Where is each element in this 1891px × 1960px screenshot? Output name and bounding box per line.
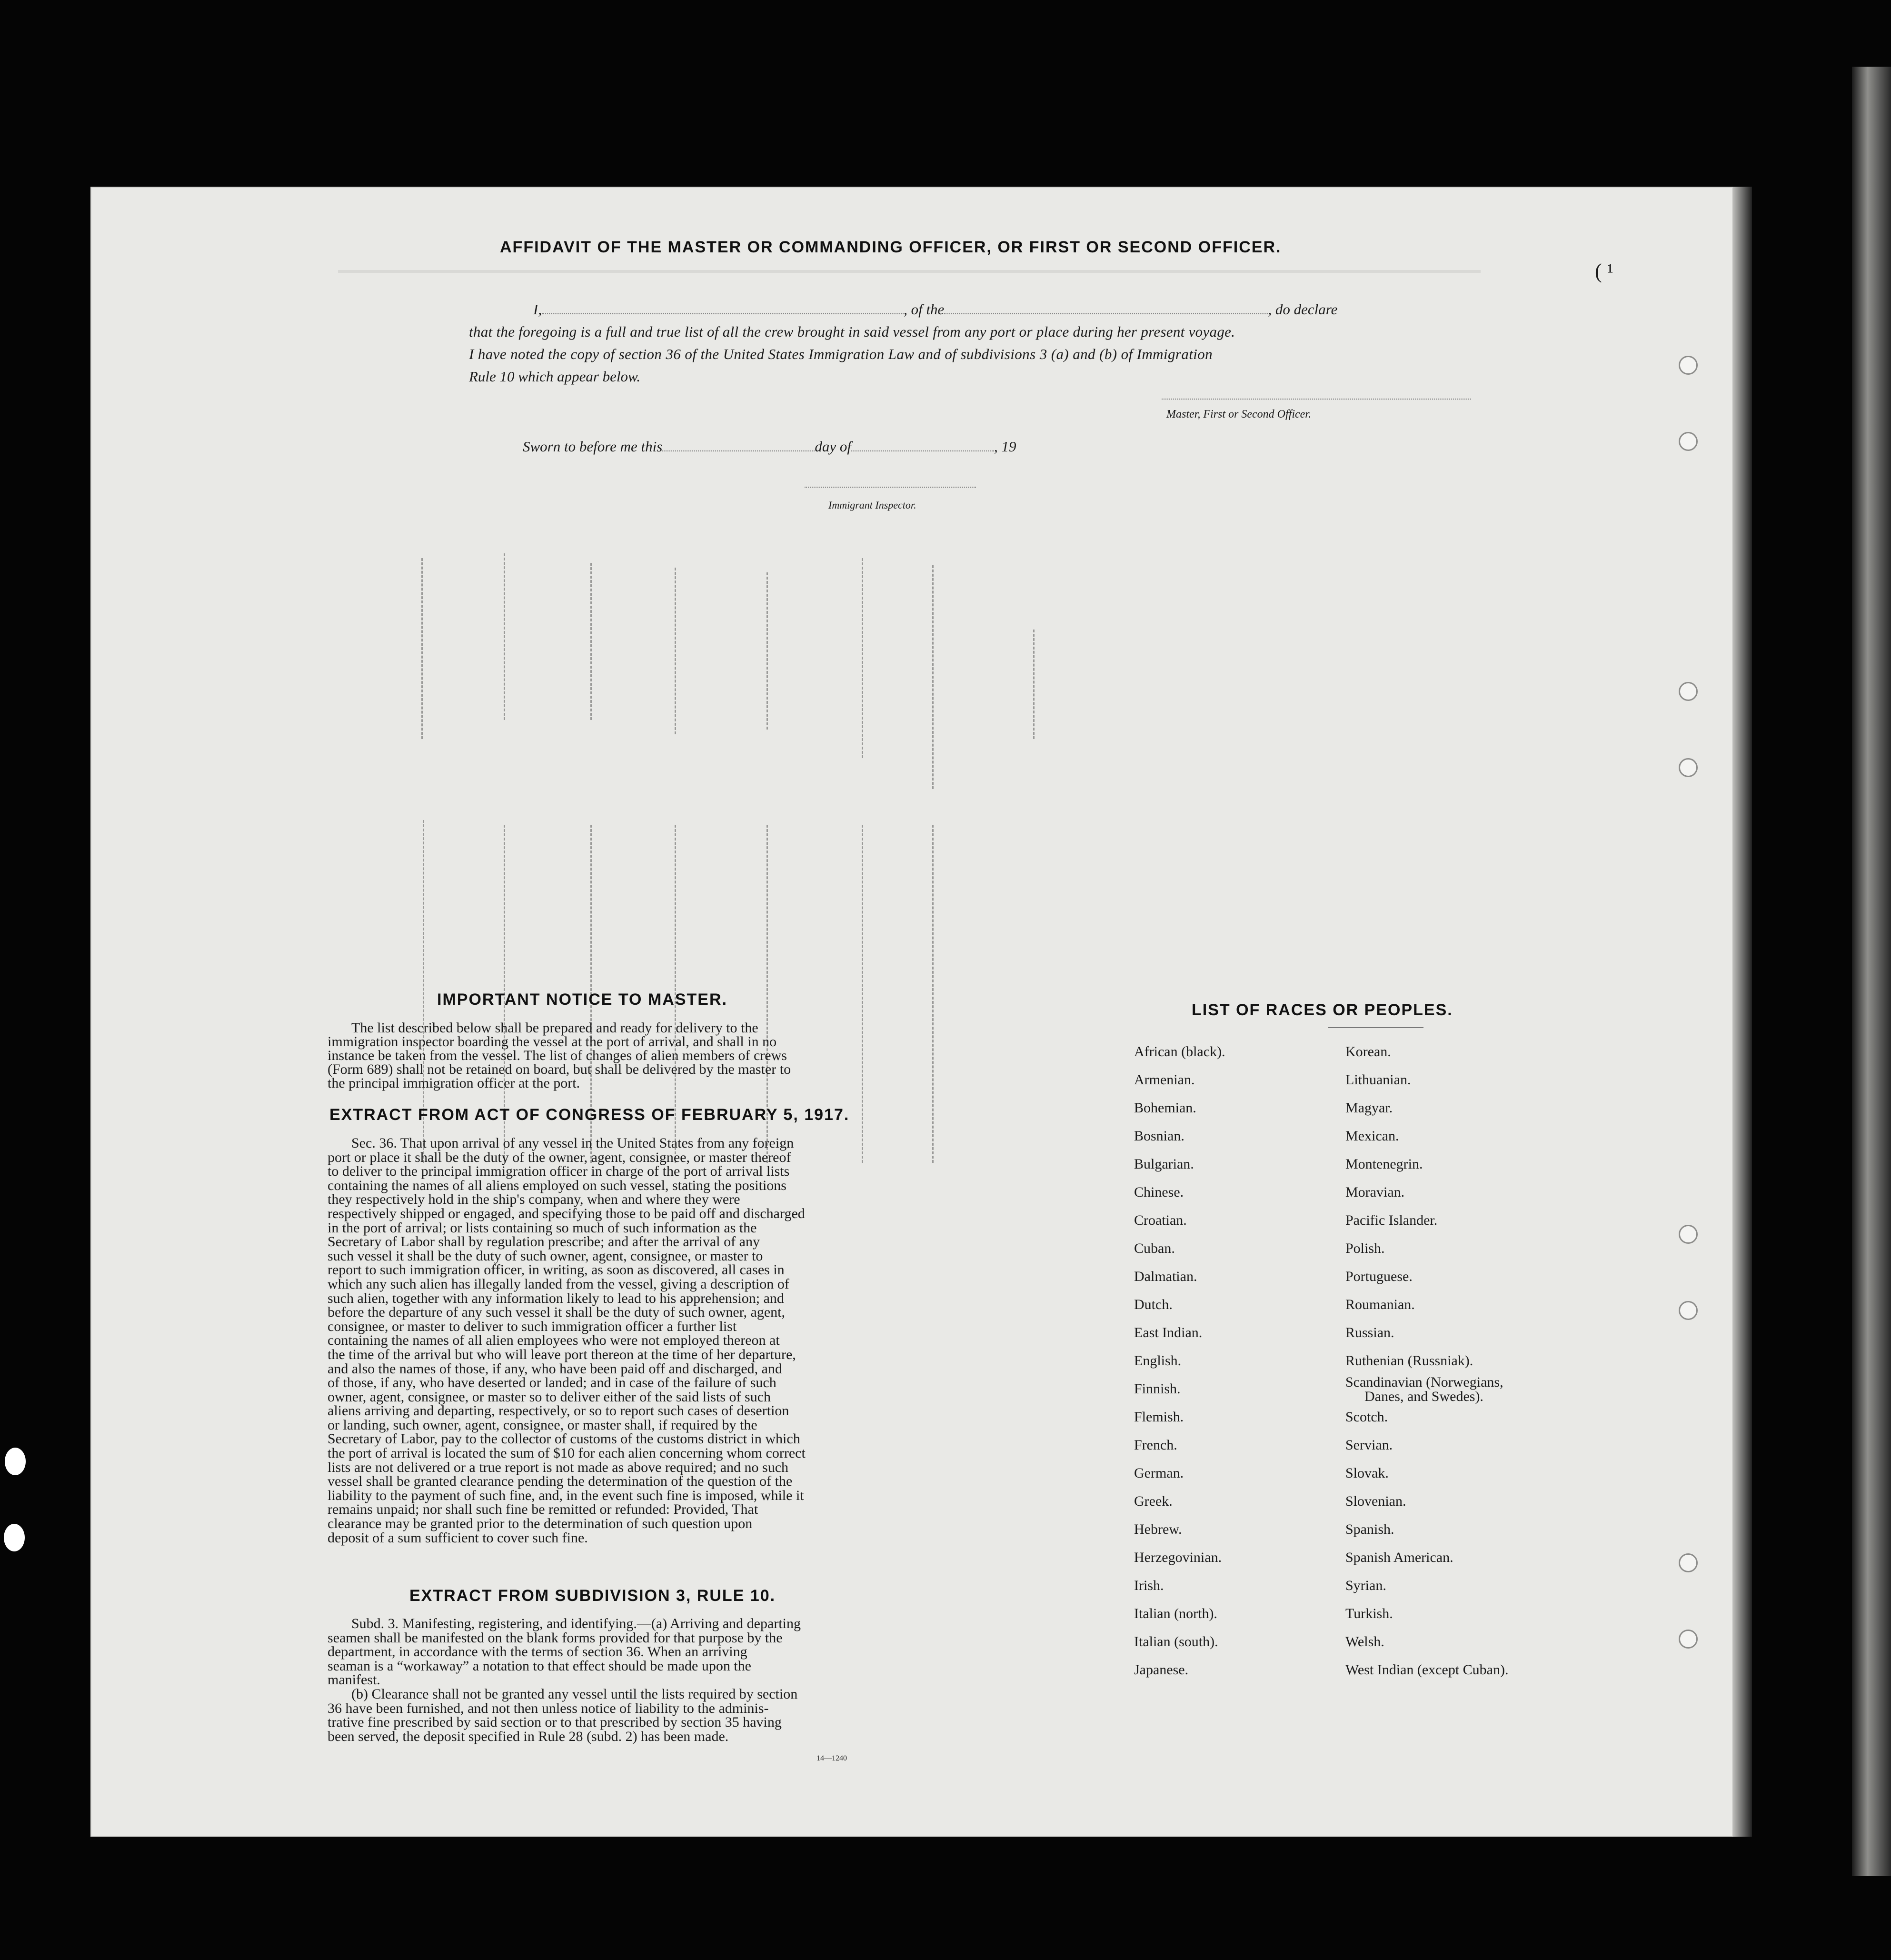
backing-binder-strip bbox=[1852, 67, 1891, 1876]
race-item: Scotch. bbox=[1345, 1409, 1388, 1425]
form-number: 14—1240 bbox=[816, 1754, 847, 1762]
race-item: Dutch. bbox=[1134, 1297, 1173, 1312]
act-line: in the port of arrival; or lists containing so much of such information as the bbox=[328, 1220, 757, 1236]
column-rule bbox=[421, 558, 423, 739]
page-edge-shadow bbox=[1733, 187, 1752, 1837]
affidavit-line-4: Rule 10 which appear below. bbox=[469, 368, 641, 385]
race-item: Italian (north). bbox=[1134, 1606, 1217, 1621]
left-punch-hole bbox=[4, 1524, 25, 1551]
act-line: Secretary of Labor, pay to the collector of customs of the customs district in which bbox=[328, 1431, 800, 1447]
race-item: Dalmatian. bbox=[1134, 1269, 1197, 1284]
vessel-blank bbox=[944, 313, 1268, 314]
act-line: and also the names of those, if any, who have been paid off and discharged, and bbox=[328, 1360, 782, 1377]
column-rule bbox=[766, 572, 768, 730]
race-item: Roumanian. bbox=[1345, 1297, 1415, 1312]
act-line: the port of arrival is located the sum of $10 for each alien concerning whom correct bbox=[328, 1445, 806, 1461]
rule-body bbox=[328, 1617, 875, 1743]
affidavit-of-the: , of the bbox=[904, 301, 945, 318]
act-line: clearance may be granted prior to the determination of such question upon bbox=[328, 1516, 753, 1532]
notice-line: immigration inspector boarding the vessel at the port of arrival, and shall in no bbox=[328, 1034, 777, 1050]
act-line: owner, agent, consignee, or master so to deliver either of the said lists of such bbox=[328, 1389, 771, 1405]
notice-body bbox=[328, 1021, 875, 1090]
rule-line: 36 have been furnished, and not then unless notice of liability to the adminis- bbox=[328, 1700, 769, 1716]
race-item: West Indian (except Cuban). bbox=[1345, 1662, 1509, 1678]
race-item: African (black). bbox=[1134, 1044, 1225, 1060]
affidavit-title: AFFIDAVIT OF THE MASTER OR COMMANDING OFFICER, OR FIRST OR SECOND OFFICER. bbox=[500, 238, 1282, 256]
rule-line: department, in accordance with the terms of section 36. When an arriving bbox=[328, 1644, 747, 1660]
binder-hole bbox=[1679, 1553, 1698, 1572]
notice-line: (Form 689) shall not be retained on board, but shall be delivered by the master to bbox=[328, 1061, 791, 1077]
rule-line: Subd. 3. Manifesting, registering, and identifying.—(a) Arriving and departing bbox=[351, 1616, 801, 1631]
act-line: deposit of a sum sufficient to cover such fine. bbox=[328, 1530, 588, 1546]
rule-line: seamen shall be manifested on the blank forms provided for that purpose by the bbox=[328, 1630, 783, 1646]
act-line: containing the names of all aliens employed on such vessel, stating the positions bbox=[328, 1177, 786, 1193]
sworn-line bbox=[523, 438, 1016, 455]
affidavit-line-1 bbox=[533, 301, 1337, 318]
rule-line: seaman is a “workaway” a notation to that effect should be made upon the bbox=[328, 1658, 751, 1674]
race-item: Polish. bbox=[1345, 1240, 1385, 1256]
column-rule bbox=[932, 825, 934, 1163]
race-item: Flemish. bbox=[1134, 1409, 1184, 1425]
race-item: Korean. bbox=[1345, 1044, 1391, 1060]
rule-title: EXTRACT FROM SUBDIVISION 3, RULE 10. bbox=[409, 1587, 776, 1605]
race-item: Greek. bbox=[1134, 1493, 1173, 1509]
act-line: containing the names of all alien employees who were not employed thereon at bbox=[328, 1332, 780, 1349]
rule-line: been served, the deposit specified in Rule 28 (subd. 2) has been made. bbox=[328, 1728, 729, 1744]
notice-line: instance be taken from the vessel. The list of changes of alien members of crews bbox=[328, 1048, 787, 1063]
races-title-rule bbox=[1328, 1027, 1423, 1028]
race-item: German. bbox=[1134, 1465, 1184, 1481]
act-line: remains unpaid; nor shall such fine be remitted or refunded: Provided, That bbox=[328, 1501, 758, 1518]
race-item: Armenian. bbox=[1134, 1072, 1195, 1088]
race-item: Hebrew. bbox=[1134, 1521, 1182, 1537]
race-item: Scandinavian (Norwegians, bbox=[1345, 1374, 1503, 1390]
affidavit-declare: , do declare bbox=[1268, 301, 1338, 318]
act-line: or landing, such owner, agent, consignee, or master shall, if required by the bbox=[328, 1417, 757, 1433]
race-item: Spanish. bbox=[1345, 1521, 1394, 1537]
act-line: vessel shall be granted clearance pending the determination of the question of the bbox=[328, 1473, 793, 1490]
act-line: aliens arriving and departing, respectively, or so to report such cases of desertion bbox=[328, 1403, 789, 1419]
signature-line bbox=[1162, 399, 1471, 400]
act-title: EXTRACT FROM ACT OF CONGRESS OF FEBRUARY 5, 1917. bbox=[329, 1106, 850, 1124]
race-item: Servian. bbox=[1345, 1437, 1393, 1453]
inspector-signature-line bbox=[805, 487, 976, 488]
binder-hole bbox=[1679, 1301, 1698, 1320]
race-item: Moravian. bbox=[1345, 1184, 1405, 1200]
column-rule bbox=[862, 825, 863, 1163]
race-item: East Indian. bbox=[1134, 1325, 1203, 1340]
column-rule bbox=[675, 568, 676, 734]
sworn-month-blank bbox=[851, 450, 994, 451]
race-item: Mexican. bbox=[1345, 1128, 1399, 1144]
race-item: Finnish. bbox=[1134, 1381, 1181, 1397]
act-body bbox=[328, 1136, 875, 1545]
race-item: Croatian. bbox=[1134, 1212, 1187, 1228]
act-line: to deliver to the principal immigration officer in charge of the port of arrival lists bbox=[328, 1163, 790, 1180]
act-line: which any such alien has illegally landed from the vessel, giving a description of bbox=[328, 1276, 789, 1292]
act-line: consignee, or master to deliver to such immigration officer a further list bbox=[328, 1318, 737, 1334]
act-line: respectively shipped or engaged, and specifying those to be paid off and discharged bbox=[328, 1205, 805, 1221]
race-item: Bulgarian. bbox=[1134, 1156, 1194, 1172]
race-item: Spanish American. bbox=[1345, 1550, 1453, 1565]
affidavit-line-2: that the foregoing is a full and true list of all the crew brought in said vessel from any port or place during her present voyage. bbox=[469, 323, 1235, 340]
corner-mark: ( ¹ bbox=[1595, 260, 1613, 283]
race-item: Italian (south). bbox=[1134, 1634, 1218, 1650]
race-item: Lithuanian. bbox=[1345, 1072, 1411, 1088]
race-item: English. bbox=[1134, 1353, 1182, 1369]
sworn-day-blank bbox=[662, 450, 815, 451]
name-blank bbox=[542, 313, 904, 314]
rule-line: manifest. bbox=[328, 1672, 380, 1688]
act-line: such alien, together with any information likely to lead to his apprehension; and bbox=[328, 1290, 784, 1306]
binder-hole bbox=[1679, 682, 1698, 701]
race-item: Cuban. bbox=[1134, 1240, 1175, 1256]
race-item: Russian. bbox=[1345, 1325, 1394, 1340]
race-item: Chinese. bbox=[1134, 1184, 1184, 1200]
sworn-prefix: Sworn to before me this bbox=[523, 438, 663, 455]
race-item: Slovak. bbox=[1345, 1465, 1389, 1481]
rule-line: trative fine prescribed by said section or to that prescribed by section 35 having bbox=[328, 1714, 782, 1730]
race-item: Turkish. bbox=[1345, 1606, 1393, 1621]
act-line: port or place it shall be the duty of the owner, agent, consignee, or master thereof bbox=[328, 1149, 791, 1165]
races-title: LIST OF RACES OR PEOPLES. bbox=[1192, 1001, 1453, 1019]
binder-hole bbox=[1679, 1225, 1698, 1244]
race-item: Ruthenian (Russniak). bbox=[1345, 1353, 1473, 1369]
notice-line: the principal immigration officer at the port. bbox=[328, 1075, 580, 1091]
binder-hole bbox=[1679, 432, 1698, 451]
column-rule bbox=[862, 558, 863, 758]
column-rule bbox=[504, 553, 505, 720]
affidavit-line-3: I have noted the copy of section 36 of the United States Immigration Law and of subdivisions 3 (a) and (b) of Immigration bbox=[469, 346, 1213, 362]
race-item: Irish. bbox=[1134, 1578, 1164, 1593]
rule-line: (b) Clearance shall not be granted any vessel until the lists required by section bbox=[351, 1686, 798, 1702]
race-item: Portuguese. bbox=[1345, 1269, 1413, 1284]
race-item: Montenegrin. bbox=[1345, 1156, 1423, 1172]
manifest-page bbox=[90, 187, 1733, 1837]
act-line: before the departure of any such vessel it shall be the duty of such owner, agent, bbox=[328, 1304, 785, 1320]
notice-line: The list described below shall be prepared and ready for delivery to the bbox=[351, 1020, 758, 1036]
act-line: Sec. 36. That upon arrival of any vessel in the United States from any foreign bbox=[351, 1135, 794, 1151]
column-rule bbox=[590, 563, 592, 720]
left-punch-hole bbox=[5, 1448, 26, 1475]
sworn-day-of: day of bbox=[815, 438, 851, 455]
race-item: Welsh. bbox=[1345, 1634, 1384, 1650]
race-item: French. bbox=[1134, 1437, 1177, 1453]
race-item: Bohemian. bbox=[1134, 1100, 1196, 1116]
race-item: Bosnian. bbox=[1134, 1128, 1184, 1144]
sworn-year: , 19 bbox=[994, 438, 1016, 455]
race-item: Syrian. bbox=[1345, 1578, 1386, 1593]
race-item: Magyar. bbox=[1345, 1100, 1393, 1116]
binder-hole bbox=[1679, 758, 1698, 777]
race-item: Slovenian. bbox=[1345, 1493, 1406, 1509]
act-line: such vessel it shall be the duty of such owner, agent, consignee, or master to bbox=[328, 1248, 763, 1264]
act-line: the time of the arrival but who will leave port thereon at the time of her departure, bbox=[328, 1346, 796, 1362]
race-item: Japanese. bbox=[1134, 1662, 1189, 1678]
race-item: Pacific Islander. bbox=[1345, 1212, 1438, 1228]
race-item: Herzegovinian. bbox=[1134, 1550, 1222, 1565]
race-item: Danes, and Swedes). bbox=[1364, 1389, 1483, 1404]
affidavit-i: I, bbox=[533, 301, 542, 318]
act-line: liability to the payment of such fine, and, in the event such fine is imposed, while it bbox=[328, 1487, 804, 1503]
column-rule bbox=[932, 565, 934, 789]
act-line: Secretary of Labor shall by regulation prescribe; and after the arrival of any bbox=[328, 1234, 760, 1250]
binder-hole bbox=[1679, 1630, 1698, 1649]
act-line: they respectively hold in the ship's company, when and where they were bbox=[328, 1191, 740, 1208]
act-line: report to such immigration officer, in writing, as soon as discovered, all cases in bbox=[328, 1262, 785, 1278]
act-line: of those, if any, who have deserted or landed; and in case of the failure of such bbox=[328, 1375, 776, 1391]
inspector-caption: Immigrant Inspector. bbox=[828, 499, 916, 511]
signature-caption: Master, First or Second Officer. bbox=[1166, 408, 1311, 420]
notice-title: IMPORTANT NOTICE TO MASTER. bbox=[437, 990, 727, 1009]
act-line: lists are not delivered or a true report is not made as above required; and no such bbox=[328, 1459, 789, 1475]
column-rule bbox=[1033, 630, 1035, 739]
binder-hole bbox=[1679, 356, 1698, 375]
